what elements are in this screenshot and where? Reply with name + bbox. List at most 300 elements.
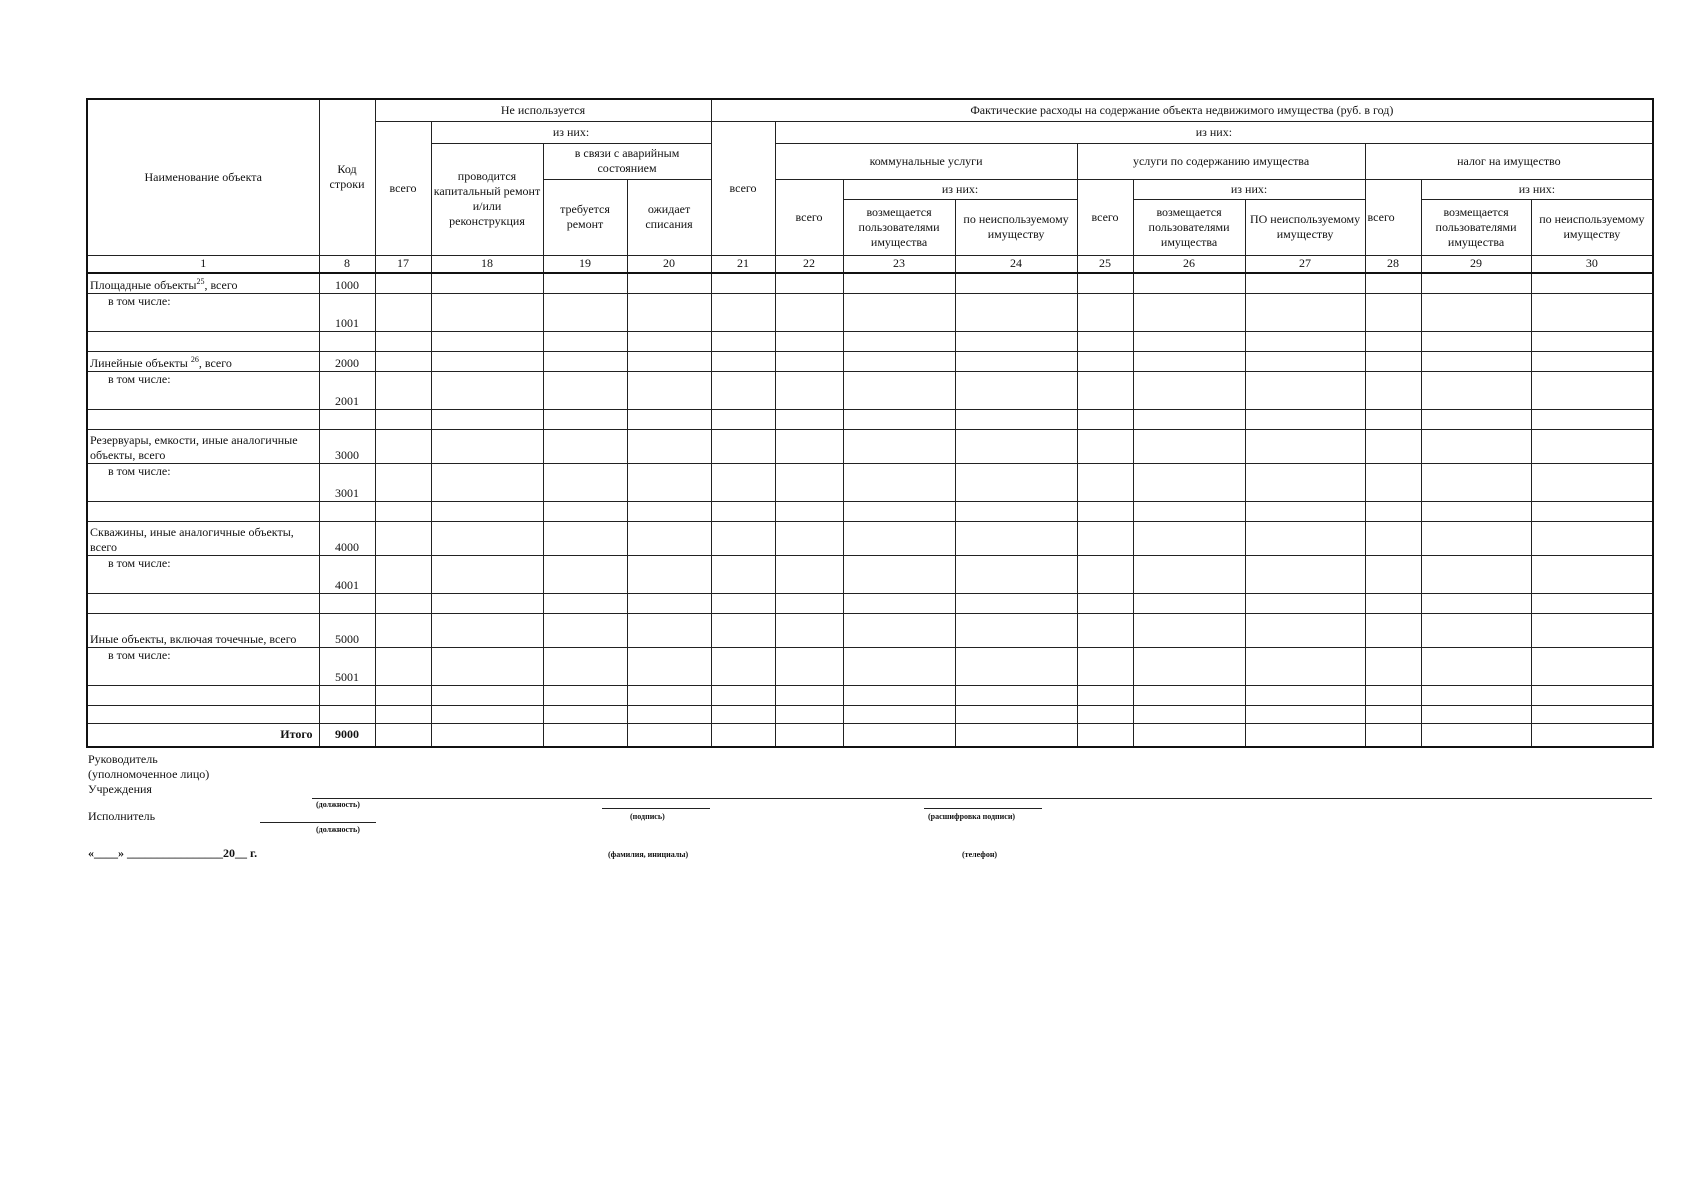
data-cell[interactable] [1077,555,1133,593]
data-cell[interactable] [1365,371,1421,409]
data-cell[interactable] [955,685,1077,705]
data-cell[interactable] [627,723,711,747]
table-row [87,593,1653,613]
data-cell[interactable] [955,501,1077,521]
data-cell[interactable] [1245,723,1365,747]
data-cell[interactable] [1077,521,1133,555]
data-cell[interactable] [775,409,843,429]
data-cell[interactable] [1245,521,1365,555]
data-cell[interactable] [1421,521,1531,555]
data-cell[interactable] [1133,371,1245,409]
data-cell[interactable] [1531,351,1653,371]
table-row [87,723,1653,747]
data-cell[interactable] [711,647,775,685]
data-cell[interactable] [431,705,543,723]
blank-code[interactable] [319,685,375,705]
blank-name[interactable] [87,705,319,723]
data-cell[interactable] [711,429,775,463]
data-cell[interactable] [431,371,543,409]
data-cell[interactable] [775,293,843,331]
data-cell[interactable] [627,685,711,705]
data-cell[interactable] [843,613,955,647]
data-cell[interactable] [955,555,1077,593]
data-cell[interactable] [955,371,1077,409]
data-cell[interactable] [543,723,627,747]
data-cell[interactable] [1245,685,1365,705]
data-cell[interactable] [627,463,711,501]
data-cell[interactable] [1077,685,1133,705]
data-cell[interactable] [1077,501,1133,521]
data-cell[interactable] [711,723,775,747]
data-cell[interactable] [955,647,1077,685]
data-cell[interactable] [711,273,775,293]
blank-name[interactable] [87,331,319,351]
data-cell[interactable] [1133,501,1245,521]
data-cell[interactable] [955,351,1077,371]
group-name [87,521,319,555]
data-cell[interactable] [843,685,955,705]
data-cell[interactable] [1421,409,1531,429]
sub-label: в том числе: [87,555,319,593]
data-cell[interactable] [375,521,431,555]
data-cell[interactable] [775,429,843,463]
data-cell[interactable] [775,371,843,409]
data-cell[interactable] [543,685,627,705]
data-cell[interactable] [1245,371,1365,409]
data-cell[interactable] [711,613,775,647]
data-cell[interactable] [1077,331,1133,351]
data-cell[interactable] [711,371,775,409]
header-unused-30: по неиспользуемому имуществу [1531,199,1653,255]
data-cell[interactable] [843,331,955,351]
data-cell[interactable] [1245,273,1365,293]
data-cell[interactable] [1077,463,1133,501]
blank-name[interactable] [87,685,319,705]
data-cell[interactable] [1245,293,1365,331]
data-cell[interactable] [627,647,711,685]
row-code: 1000 [319,273,375,293]
data-cell[interactable] [375,705,431,723]
data-cell[interactable] [711,555,775,593]
data-cell[interactable] [1421,351,1531,371]
data-cell[interactable] [543,273,627,293]
blank-code[interactable] [319,331,375,351]
data-cell[interactable] [543,351,627,371]
sub-label: в том числе: [87,647,319,685]
column-number: 18 [431,255,543,273]
data-cell[interactable] [843,555,955,593]
data-cell[interactable] [955,331,1077,351]
data-cell[interactable] [843,273,955,293]
data-cell[interactable] [1245,555,1365,593]
data-cell[interactable] [1245,501,1365,521]
data-cell[interactable] [1077,593,1133,613]
data-cell[interactable] [375,429,431,463]
data-cell[interactable] [1365,501,1421,521]
header-of-them-tax: из них: [1421,179,1653,199]
data-cell[interactable] [431,331,543,351]
data-cell[interactable] [843,351,955,371]
phone-caption: (телефон) [962,850,998,859]
footnote-ref: 25 [196,276,205,286]
data-cell[interactable] [1077,723,1133,747]
data-cell[interactable] [1531,647,1653,685]
head-label-2: (уполномоченное лицо) [88,767,210,781]
data-cell[interactable] [775,521,843,555]
blank-code[interactable] [319,705,375,723]
header-total-25: всего [1077,179,1133,255]
data-cell[interactable] [1245,593,1365,613]
data-cell[interactable] [775,351,843,371]
data-cell[interactable] [775,685,843,705]
data-cell[interactable] [627,501,711,521]
data-cell[interactable] [1531,331,1653,351]
data-cell[interactable] [1531,293,1653,331]
data-cell[interactable] [955,521,1077,555]
data-cell[interactable] [431,521,543,555]
data-cell[interactable] [1531,273,1653,293]
data-cell[interactable] [1421,331,1531,351]
data-cell[interactable] [1133,429,1245,463]
data-cell[interactable] [375,723,431,747]
data-cell[interactable] [1077,351,1133,371]
data-cell[interactable] [627,273,711,293]
data-cell[interactable] [1531,463,1653,501]
data-cell[interactable] [775,593,843,613]
data-cell[interactable] [1133,273,1245,293]
data-cell[interactable] [1421,685,1531,705]
data-cell[interactable] [711,409,775,429]
data-cell[interactable] [627,331,711,351]
data-cell[interactable] [1531,409,1653,429]
data-cell[interactable] [775,331,843,351]
data-cell[interactable] [1421,429,1531,463]
data-cell[interactable] [1245,351,1365,371]
header-total-22: всего [775,179,843,255]
data-cell[interactable] [375,647,431,685]
data-cell[interactable] [1133,647,1245,685]
report-table [86,98,1654,748]
column-number: 24 [955,255,1077,273]
data-cell[interactable] [1365,555,1421,593]
data-cell[interactable] [375,613,431,647]
data-cell[interactable] [627,521,711,555]
data-cell[interactable] [1365,273,1421,293]
data-cell[interactable] [543,371,627,409]
data-cell[interactable] [431,613,543,647]
data-cell[interactable] [711,501,775,521]
data-cell[interactable] [431,647,543,685]
data-cell[interactable] [375,293,431,331]
data-cell[interactable] [543,593,627,613]
data-cell[interactable] [711,463,775,501]
data-cell[interactable] [543,463,627,501]
data-cell[interactable] [431,293,543,331]
data-cell[interactable] [955,705,1077,723]
data-cell[interactable] [843,501,955,521]
data-cell[interactable] [1531,593,1653,613]
data-cell[interactable] [375,593,431,613]
data-cell[interactable] [1077,293,1133,331]
data-cell[interactable] [431,593,543,613]
data-cell[interactable] [843,521,955,555]
data-cell[interactable] [1365,723,1421,747]
data-cell[interactable] [627,351,711,371]
data-cell[interactable] [1077,647,1133,685]
data-cell[interactable] [843,705,955,723]
head-label-3: Учреждения [88,782,152,796]
position-caption: (должность) [316,800,360,809]
data-cell[interactable] [375,371,431,409]
column-number: 27 [1245,255,1365,273]
data-cell[interactable] [775,273,843,293]
data-cell[interactable] [375,331,431,351]
data-cell[interactable] [1365,647,1421,685]
data-cell[interactable] [1531,521,1653,555]
data-cell[interactable] [955,293,1077,331]
sub-label: в том числе: [87,463,319,501]
head-underline [312,798,1652,799]
column-number: 29 [1421,255,1531,273]
table-row [87,521,1653,555]
data-cell[interactable] [1077,429,1133,463]
data-cell[interactable] [1531,501,1653,521]
group-label-suffix: , всего [204,277,238,292]
date-line: «____» ________________20__ г. [88,846,258,860]
data-cell[interactable] [955,409,1077,429]
data-cell[interactable] [1133,593,1245,613]
data-cell[interactable] [711,705,775,723]
data-cell[interactable] [1077,409,1133,429]
data-cell[interactable] [1421,273,1531,293]
data-cell[interactable] [1133,705,1245,723]
data-cell[interactable] [1133,331,1245,351]
data-cell[interactable] [627,371,711,409]
row-code: 3001 [319,463,375,501]
row-code: 2000 [319,351,375,371]
data-cell[interactable] [543,331,627,351]
data-cell[interactable] [375,555,431,593]
data-cell[interactable] [843,293,955,331]
data-cell[interactable] [711,293,775,331]
data-cell[interactable] [843,429,955,463]
data-cell[interactable] [843,647,955,685]
data-cell[interactable] [1365,705,1421,723]
header-of-them-utilities: из них: [843,179,1077,199]
data-cell[interactable] [1245,409,1365,429]
group-label: Скважины, иные аналогичные объекты, всего [90,524,294,554]
data-cell[interactable] [1531,613,1653,647]
data-cell[interactable] [627,613,711,647]
data-cell[interactable] [543,613,627,647]
data-cell[interactable] [1245,613,1365,647]
data-cell[interactable] [627,429,711,463]
data-cell[interactable] [1077,613,1133,647]
data-cell[interactable] [375,273,431,293]
executor-underline [260,822,376,823]
data-cell[interactable] [1421,723,1531,747]
data-cell[interactable] [1133,409,1245,429]
data-cell[interactable] [1365,685,1421,705]
data-cell[interactable] [1421,593,1531,613]
executor-label: Исполнитель [88,809,156,823]
data-cell[interactable] [1421,501,1531,521]
blank-name[interactable] [87,593,319,613]
data-cell[interactable] [1133,685,1245,705]
header-of-them-expenses: из них: [775,121,1653,143]
data-cell[interactable] [431,723,543,747]
data-cell[interactable] [1365,409,1421,429]
data-cell[interactable] [1133,521,1245,555]
data-cell[interactable] [431,685,543,705]
table-row [87,331,1653,351]
data-cell[interactable] [431,273,543,293]
data-cell[interactable] [431,351,543,371]
data-cell[interactable] [955,593,1077,613]
data-cell[interactable] [1245,463,1365,501]
data-cell[interactable] [431,501,543,521]
group-name [87,351,319,371]
data-cell[interactable] [375,463,431,501]
data-cell[interactable] [1531,685,1653,705]
data-cell[interactable] [1365,521,1421,555]
data-cell[interactable] [543,409,627,429]
data-cell[interactable] [1077,371,1133,409]
decoding-caption: (расшифровка подписи) [928,812,1016,821]
data-cell[interactable] [627,293,711,331]
data-cell[interactable] [1365,331,1421,351]
data-cell[interactable] [1421,647,1531,685]
decoding-line [924,808,1042,809]
data-cell[interactable] [711,685,775,705]
data-cell[interactable] [1245,429,1365,463]
header-property-tax: налог на имущество [1365,143,1653,179]
data-cell[interactable] [775,723,843,747]
column-number: 22 [775,255,843,273]
data-cell[interactable] [627,409,711,429]
data-cell[interactable] [1077,705,1133,723]
data-cell[interactable] [1133,723,1245,747]
data-cell[interactable] [627,593,711,613]
header-total-17: всего [375,121,431,255]
data-cell[interactable] [1531,705,1653,723]
column-number: 25 [1077,255,1133,273]
blank-code[interactable] [319,409,375,429]
data-cell[interactable] [711,521,775,555]
data-cell[interactable] [1421,371,1531,409]
data-cell[interactable] [1245,647,1365,685]
blank-code[interactable] [319,501,375,521]
row-code: 4000 [319,521,375,555]
data-cell[interactable] [775,705,843,723]
data-cell[interactable] [1077,273,1133,293]
group-label: Резервуары, емкости, иные аналогичные объекты, всего [90,432,298,462]
data-cell[interactable] [1365,613,1421,647]
data-cell[interactable] [955,429,1077,463]
data-cell[interactable] [775,647,843,685]
data-cell[interactable] [543,647,627,685]
data-cell[interactable] [1421,613,1531,647]
data-cell[interactable] [775,463,843,501]
data-cell[interactable] [431,555,543,593]
data-cell[interactable] [627,555,711,593]
row-code: 1001 [319,293,375,331]
data-cell[interactable] [375,501,431,521]
data-cell[interactable] [843,371,955,409]
data-cell[interactable] [1421,705,1531,723]
data-cell[interactable] [775,555,843,593]
data-cell[interactable] [1133,351,1245,371]
data-cell[interactable] [627,705,711,723]
data-cell[interactable] [375,409,431,429]
group-label-suffix: , всего [198,355,232,370]
data-cell[interactable] [1421,463,1531,501]
data-cell[interactable] [1365,351,1421,371]
data-cell[interactable] [1531,429,1653,463]
data-cell[interactable] [955,463,1077,501]
data-cell[interactable] [1365,293,1421,331]
data-cell[interactable] [1245,705,1365,723]
data-cell[interactable] [1421,555,1531,593]
data-cell[interactable] [375,685,431,705]
data-cell[interactable] [543,521,627,555]
data-cell[interactable] [1365,429,1421,463]
data-cell[interactable] [1531,371,1653,409]
blank-name[interactable] [87,501,319,521]
data-cell[interactable] [1365,463,1421,501]
data-cell[interactable] [711,331,775,351]
data-cell[interactable] [1133,293,1245,331]
data-cell[interactable] [1531,723,1653,747]
data-cell[interactable] [543,429,627,463]
row-code: 2001 [319,371,375,409]
data-cell[interactable] [1365,593,1421,613]
data-cell[interactable] [843,593,955,613]
data-cell[interactable] [775,501,843,521]
data-cell[interactable] [431,409,543,429]
data-cell[interactable] [543,555,627,593]
data-cell[interactable] [543,501,627,521]
data-cell[interactable] [431,463,543,501]
table-row [87,613,1653,647]
data-cell[interactable] [375,351,431,371]
data-cell[interactable] [1421,293,1531,331]
data-cell[interactable] [955,613,1077,647]
data-cell[interactable] [775,613,843,647]
data-cell[interactable] [1245,331,1365,351]
data-cell[interactable] [431,429,543,463]
column-number: 30 [1531,255,1653,273]
data-cell[interactable] [955,723,1077,747]
data-cell[interactable] [711,351,775,371]
header-cap-repair: проводится капитальный ремонт и/или реконструкция [431,143,543,255]
header-emergency: в связи с аварийным состоянием [543,143,711,179]
data-cell[interactable] [843,723,955,747]
data-cell[interactable] [1133,613,1245,647]
data-cell[interactable] [1531,555,1653,593]
data-cell[interactable] [543,705,627,723]
data-cell[interactable] [543,293,627,331]
blank-name[interactable] [87,409,319,429]
data-cell[interactable] [711,593,775,613]
data-cell[interactable] [1133,463,1245,501]
blank-code[interactable] [319,593,375,613]
data-cell[interactable] [1133,555,1245,593]
data-cell[interactable] [843,463,955,501]
column-number: 8 [319,255,375,273]
data-cell[interactable] [955,273,1077,293]
data-cell[interactable] [843,409,955,429]
